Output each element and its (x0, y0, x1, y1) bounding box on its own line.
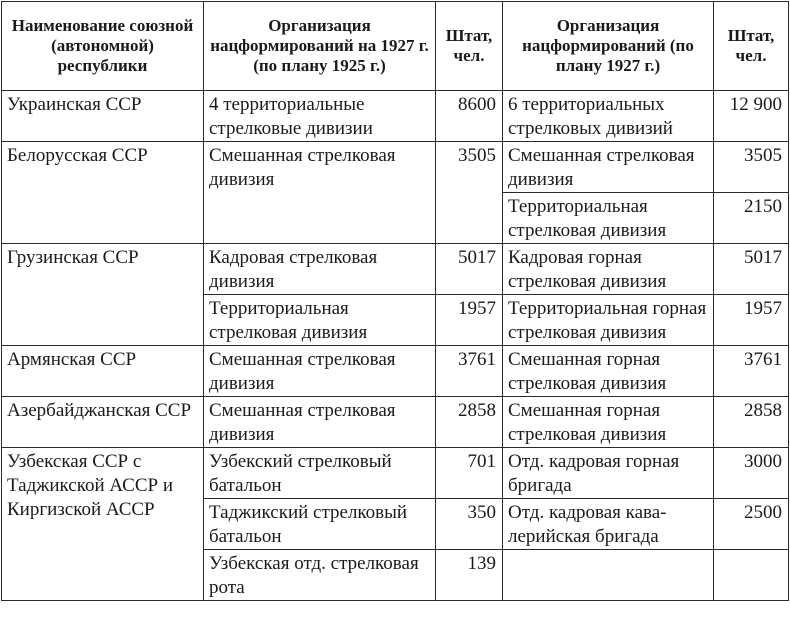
national-formations-table (1, 1, 789, 601)
table-row (2, 142, 789, 193)
republic-name: Узбекская ССР с Таджикской АССР и Киргизской АССР (2, 448, 204, 601)
staff-1927: 3000 (714, 448, 789, 499)
staff-1925: 8600 (436, 91, 503, 142)
staff-1925: 1957 (436, 295, 503, 346)
staff-1925: 5017 (436, 244, 503, 295)
staff-1925: 2858 (436, 397, 503, 448)
staff-1927: 1957 (714, 295, 789, 346)
header-org-1927: Организация нацформирований (по плану 1927 г.) (503, 2, 714, 91)
staff-1927: 3505 (714, 142, 789, 193)
org-1925: Узбекская отд. стрелковая рота (204, 550, 436, 601)
staff-1925: 3505 (436, 142, 503, 244)
republic-name: Армянская ССР (2, 346, 204, 397)
org-1927: Смешанная стрелковая дивизия (503, 142, 714, 193)
table-row (2, 346, 789, 397)
empty-cell (503, 550, 714, 601)
staff-1925: 350 (436, 499, 503, 550)
staff-1927: 5017 (714, 244, 789, 295)
org-1925: Смешанная стрелковая дивизия (204, 346, 436, 397)
org-1925: Узбекский стрелковый батальон (204, 448, 436, 499)
org-1927: Отд. кадровая кавалерийская бригада (503, 499, 714, 550)
org-1925: Смешанная стрелковая дивизия (204, 142, 436, 244)
org-1925: Смешанная стрелковая дивизия (204, 397, 436, 448)
republic-name: Грузинская ССР (2, 244, 204, 346)
org-1927: 6 территориальных стрелковых дивизий (503, 91, 714, 142)
table-row (2, 397, 789, 448)
org-1925: 4 территориальные стрелковые дивизии (204, 91, 436, 142)
empty-cell (714, 550, 789, 601)
staff-1927: 12 900 (714, 91, 789, 142)
org-1927: Кадровая горная стрелковая дивизия (503, 244, 714, 295)
staff-1925: 3761 (436, 346, 503, 397)
org-1925: Территориальная стрелковая дивизия (204, 295, 436, 346)
org-1925: Кадровая стрелковая дивизия (204, 244, 436, 295)
org-1927: Смешанная горная стрелковая дивизия (503, 346, 714, 397)
staff-1925: 701 (436, 448, 503, 499)
header-staff-1925: Штат, чел. (436, 2, 503, 91)
staff-1927: 2500 (714, 499, 789, 550)
table-row (2, 244, 789, 295)
header-org-1925: Организация нацформирований на 1927 г. (по плану 1925 г.) (204, 2, 436, 91)
org-1927: Отд. кадровая горная бригада (503, 448, 714, 499)
org-1927: Смешанная горная стрелковая дивизия (503, 397, 714, 448)
header-staff-1927: Штат, чел. (714, 2, 789, 91)
republic-name: Украинская ССР (2, 91, 204, 142)
org-1925: Таджикский стрелковый батальон (204, 499, 436, 550)
table-row (2, 448, 789, 499)
table-row (2, 91, 789, 142)
header-republic: Наименование союзной (автономной) республики (2, 2, 204, 91)
republic-name: Азербайджанская ССР (2, 397, 204, 448)
staff-1927: 2858 (714, 397, 789, 448)
republic-name: Белорусская ССР (2, 142, 204, 244)
org-1927: Территориальная стрелковая дивизия (503, 193, 714, 244)
staff-1927: 3761 (714, 346, 789, 397)
header-row (2, 2, 789, 91)
staff-1927: 2150 (714, 193, 789, 244)
staff-1925: 139 (436, 550, 503, 601)
org-1927: Территориальная горная стрелковая дивизия (503, 295, 714, 346)
